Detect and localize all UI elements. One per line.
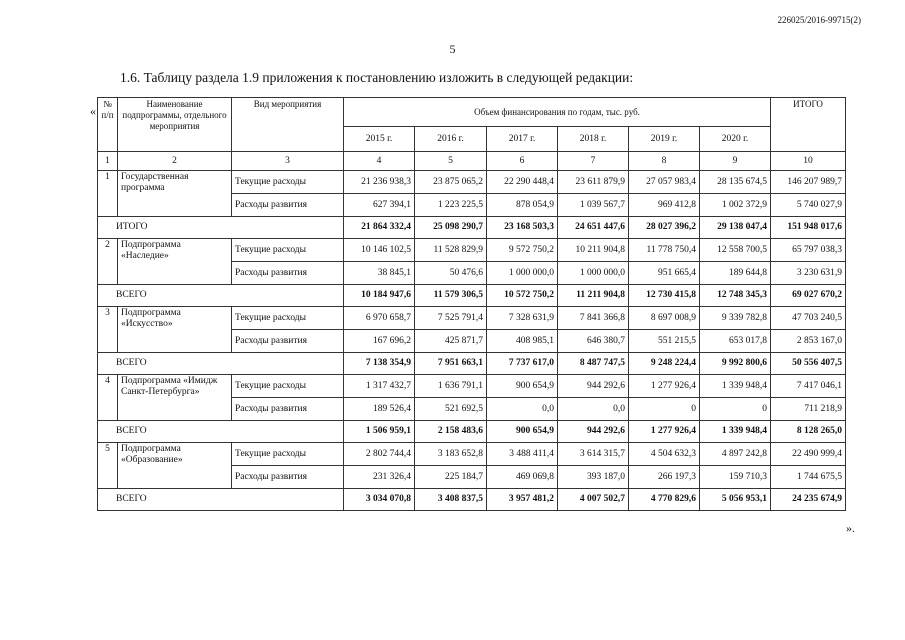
value-cell: 9 339 782,8	[700, 307, 771, 330]
summary-value-cell: 10 572 750,2	[487, 285, 558, 307]
value-cell: 425 871,7	[415, 330, 487, 353]
value-cell: 50 476,6	[415, 262, 487, 285]
value-cell: 10 211 904,8	[558, 239, 629, 262]
summary-row	[98, 353, 846, 375]
value-cell: 23 611 879,9	[558, 171, 629, 194]
summary-value-cell: 23 168 503,3	[487, 217, 558, 239]
summary-label-cell: ИТОГО	[98, 217, 344, 239]
summary-value-cell: 12 748 345,3	[700, 285, 771, 307]
summary-value-cell: 5 056 953,1	[700, 489, 771, 511]
value-cell: 7 525 791,4	[415, 307, 487, 330]
value-cell: 1 000 000,0	[558, 262, 629, 285]
row-total-cell: 1 744 675,5	[771, 466, 846, 489]
summary-value-cell: 4 770 829,6	[629, 489, 700, 511]
activity-type-cell: Текущие расходы	[232, 239, 344, 262]
summary-value-cell: 7 951 663,1	[415, 353, 487, 375]
program-name-cell: Подпрограмма «Искусство»	[118, 307, 232, 353]
value-cell: 1 636 791,1	[415, 375, 487, 398]
value-cell: 23 875 065,2	[415, 171, 487, 194]
summary-value-cell: 9 248 224,4	[629, 353, 700, 375]
summary-label-cell: ВСЕГО	[98, 421, 344, 443]
summary-value-cell: 21 864 332,4	[344, 217, 415, 239]
column-number-cell: 8	[629, 152, 700, 171]
value-cell: 878 054,9	[487, 194, 558, 217]
table-row	[98, 239, 846, 262]
table-row	[98, 375, 846, 398]
summary-value-cell: 3 408 837,5	[415, 489, 487, 511]
summary-value-cell: 9 992 800,6	[700, 353, 771, 375]
row-number-cell: 4	[98, 375, 118, 421]
row-total-cell: 7 417 046,1	[771, 375, 846, 398]
column-number-cell: 3	[232, 152, 344, 171]
row-number-cell: 3	[98, 307, 118, 353]
value-cell: 0,0	[558, 398, 629, 421]
summary-value-cell: 28 027 396,2	[629, 217, 700, 239]
program-name-cell: Подпрограмма «Имидж Санкт-Петербурга»	[118, 375, 232, 421]
summary-value-cell: 11 579 306,5	[415, 285, 487, 307]
opening-quote: «	[90, 104, 96, 118]
value-cell: 3 183 652,8	[415, 443, 487, 466]
value-cell: 646 380,7	[558, 330, 629, 353]
value-cell: 3 614 315,7	[558, 443, 629, 466]
program-name-cell: Подпрограмма «Наследие»	[118, 239, 232, 285]
value-cell: 0	[629, 398, 700, 421]
row-total-cell: 5 740 027,9	[771, 194, 846, 217]
value-cell: 8 697 008,9	[629, 307, 700, 330]
value-cell: 900 654,9	[487, 375, 558, 398]
value-cell: 10 146 102,5	[344, 239, 415, 262]
value-cell: 11 778 750,4	[629, 239, 700, 262]
program-name-cell: Государственная программа	[118, 171, 232, 217]
summary-label-cell: ВСЕГО	[98, 285, 344, 307]
value-cell: 0,0	[487, 398, 558, 421]
instruction-text: 1.6. Таблицу раздела 1.9 приложения к постановлению изложить в следующей редакции:	[120, 70, 634, 85]
table-body	[98, 171, 846, 511]
year-header-cell: 2019 г.	[629, 127, 700, 152]
value-cell: 12 558 700,5	[700, 239, 771, 262]
value-cell: 27 057 983,4	[629, 171, 700, 194]
activity-type-cell: Текущие расходы	[232, 171, 344, 194]
summary-value-cell: 1 506 959,1	[344, 421, 415, 443]
table-row	[98, 171, 846, 194]
summary-total-cell: 50 556 407,5	[771, 353, 846, 375]
value-cell: 189 644,8	[700, 262, 771, 285]
activity-type-cell: Расходы развития	[232, 466, 344, 489]
summary-value-cell: 12 730 415,8	[629, 285, 700, 307]
row-total-cell: 711 218,9	[771, 398, 846, 421]
table-row	[98, 307, 846, 330]
summary-value-cell: 11 211 904,8	[558, 285, 629, 307]
activity-type-cell: Расходы развития	[232, 330, 344, 353]
summary-total-cell: 151 948 017,6	[771, 217, 846, 239]
row-total-cell: 22 490 999,4	[771, 443, 846, 466]
value-cell: 38 845,1	[344, 262, 415, 285]
row-total-cell: 146 207 989,7	[771, 171, 846, 194]
closing-quote: ».	[846, 521, 855, 535]
activity-type-cell: Расходы развития	[232, 262, 344, 285]
summary-total-cell: 24 235 674,9	[771, 489, 846, 511]
activity-type-cell: Текущие расходы	[232, 307, 344, 330]
header-financing-volume: Объем финансирования по годам, тыс. руб.	[344, 98, 771, 127]
value-cell: 21 236 938,3	[344, 171, 415, 194]
value-cell: 189 526,4	[344, 398, 415, 421]
summary-value-cell: 10 184 947,6	[344, 285, 415, 307]
value-cell: 0	[700, 398, 771, 421]
summary-value-cell: 7 737 617,0	[487, 353, 558, 375]
row-number-cell: 2	[98, 239, 118, 285]
value-cell: 4 504 632,3	[629, 443, 700, 466]
value-cell: 7 841 366,8	[558, 307, 629, 330]
summary-value-cell: 24 651 447,6	[558, 217, 629, 239]
value-cell: 9 572 750,2	[487, 239, 558, 262]
table-row	[98, 443, 846, 466]
value-cell: 1 277 926,4	[629, 375, 700, 398]
summary-value-cell: 3 957 481,2	[487, 489, 558, 511]
column-number-cell: 1	[98, 152, 118, 171]
row-total-cell: 3 230 631,9	[771, 262, 846, 285]
value-cell: 1 000 000,0	[487, 262, 558, 285]
row-total-cell: 2 853 167,0	[771, 330, 846, 353]
activity-type-cell: Текущие расходы	[232, 443, 344, 466]
summary-total-cell: 8 128 265,0	[771, 421, 846, 443]
activity-type-cell: Расходы развития	[232, 194, 344, 217]
summary-value-cell: 29 138 047,4	[700, 217, 771, 239]
summary-row	[98, 217, 846, 239]
value-cell: 1 317 432,7	[344, 375, 415, 398]
summary-total-cell: 69 027 670,2	[771, 285, 846, 307]
value-cell: 167 696,2	[344, 330, 415, 353]
value-cell: 627 394,1	[344, 194, 415, 217]
column-number-cell: 9	[700, 152, 771, 171]
value-cell: 1 339 948,4	[700, 375, 771, 398]
summary-value-cell: 900 654,9	[487, 421, 558, 443]
value-cell: 944 292,6	[558, 375, 629, 398]
row-total-cell: 65 797 038,3	[771, 239, 846, 262]
summary-row	[98, 489, 846, 511]
header-activity-type: Вид мероприятия	[232, 98, 344, 152]
column-number-cell: 6	[487, 152, 558, 171]
value-cell: 266 197,3	[629, 466, 700, 489]
value-cell: 1 223 225,5	[415, 194, 487, 217]
summary-value-cell: 4 007 502,7	[558, 489, 629, 511]
value-cell: 159 710,3	[700, 466, 771, 489]
financing-table	[97, 97, 846, 511]
value-cell: 2 802 744,4	[344, 443, 415, 466]
header-total: ИТОГО	[771, 98, 846, 152]
column-number-row	[98, 152, 846, 171]
summary-value-cell: 1 277 926,4	[629, 421, 700, 443]
activity-type-cell: Текущие расходы	[232, 375, 344, 398]
summary-value-cell: 1 339 948,4	[700, 421, 771, 443]
value-cell: 408 985,1	[487, 330, 558, 353]
row-number-cell: 1	[98, 171, 118, 217]
column-number-cell: 10	[771, 152, 846, 171]
row-number-cell: 5	[98, 443, 118, 489]
value-cell: 28 135 674,5	[700, 171, 771, 194]
value-cell: 1 039 567,7	[558, 194, 629, 217]
year-header-cell: 2017 г.	[487, 127, 558, 152]
page-number: 5	[449, 42, 456, 56]
summary-value-cell: 7 138 354,9	[344, 353, 415, 375]
column-number-cell: 4	[344, 152, 415, 171]
value-cell: 7 328 631,9	[487, 307, 558, 330]
year-header-cell: 2020 г.	[700, 127, 771, 152]
value-cell: 3 488 411,4	[487, 443, 558, 466]
row-total-cell: 47 703 240,5	[771, 307, 846, 330]
summary-value-cell: 8 487 747,5	[558, 353, 629, 375]
summary-label-cell: ВСЕГО	[98, 353, 344, 375]
value-cell: 469 069,8	[487, 466, 558, 489]
summary-value-cell: 944 292,6	[558, 421, 629, 443]
year-header-cell: 2016 г.	[415, 127, 487, 152]
value-cell: 4 897 242,8	[700, 443, 771, 466]
value-cell: 11 528 829,9	[415, 239, 487, 262]
value-cell: 521 692,5	[415, 398, 487, 421]
summary-row	[98, 421, 846, 443]
value-cell: 551 215,5	[629, 330, 700, 353]
value-cell: 22 290 448,4	[487, 171, 558, 194]
value-cell: 6 970 658,7	[344, 307, 415, 330]
value-cell: 1 002 372,9	[700, 194, 771, 217]
program-name-cell: Подпрограмма «Образование»	[118, 443, 232, 489]
summary-value-cell: 3 034 070,8	[344, 489, 415, 511]
value-cell: 393 187,0	[558, 466, 629, 489]
summary-value-cell: 2 158 483,6	[415, 421, 487, 443]
column-number-cell: 5	[415, 152, 487, 171]
header-number: № п/п	[98, 98, 118, 152]
year-header-cell: 2018 г.	[558, 127, 629, 152]
document-number: 226025/2016-99715(2)	[777, 15, 861, 25]
value-cell: 951 665,4	[629, 262, 700, 285]
value-cell: 225 184,7	[415, 466, 487, 489]
year-header-cell: 2015 г.	[344, 127, 415, 152]
column-number-cell: 2	[118, 152, 232, 171]
value-cell: 653 017,8	[700, 330, 771, 353]
value-cell: 969 412,8	[629, 194, 700, 217]
column-number-cell: 7	[558, 152, 629, 171]
summary-value-cell: 25 098 290,7	[415, 217, 487, 239]
summary-row	[98, 285, 846, 307]
activity-type-cell: Расходы развития	[232, 398, 344, 421]
value-cell: 231 326,4	[344, 466, 415, 489]
summary-label-cell: ВСЕГО	[98, 489, 344, 511]
header-name: Наименование подпрограммы, отдельного мероприятия	[118, 98, 232, 152]
